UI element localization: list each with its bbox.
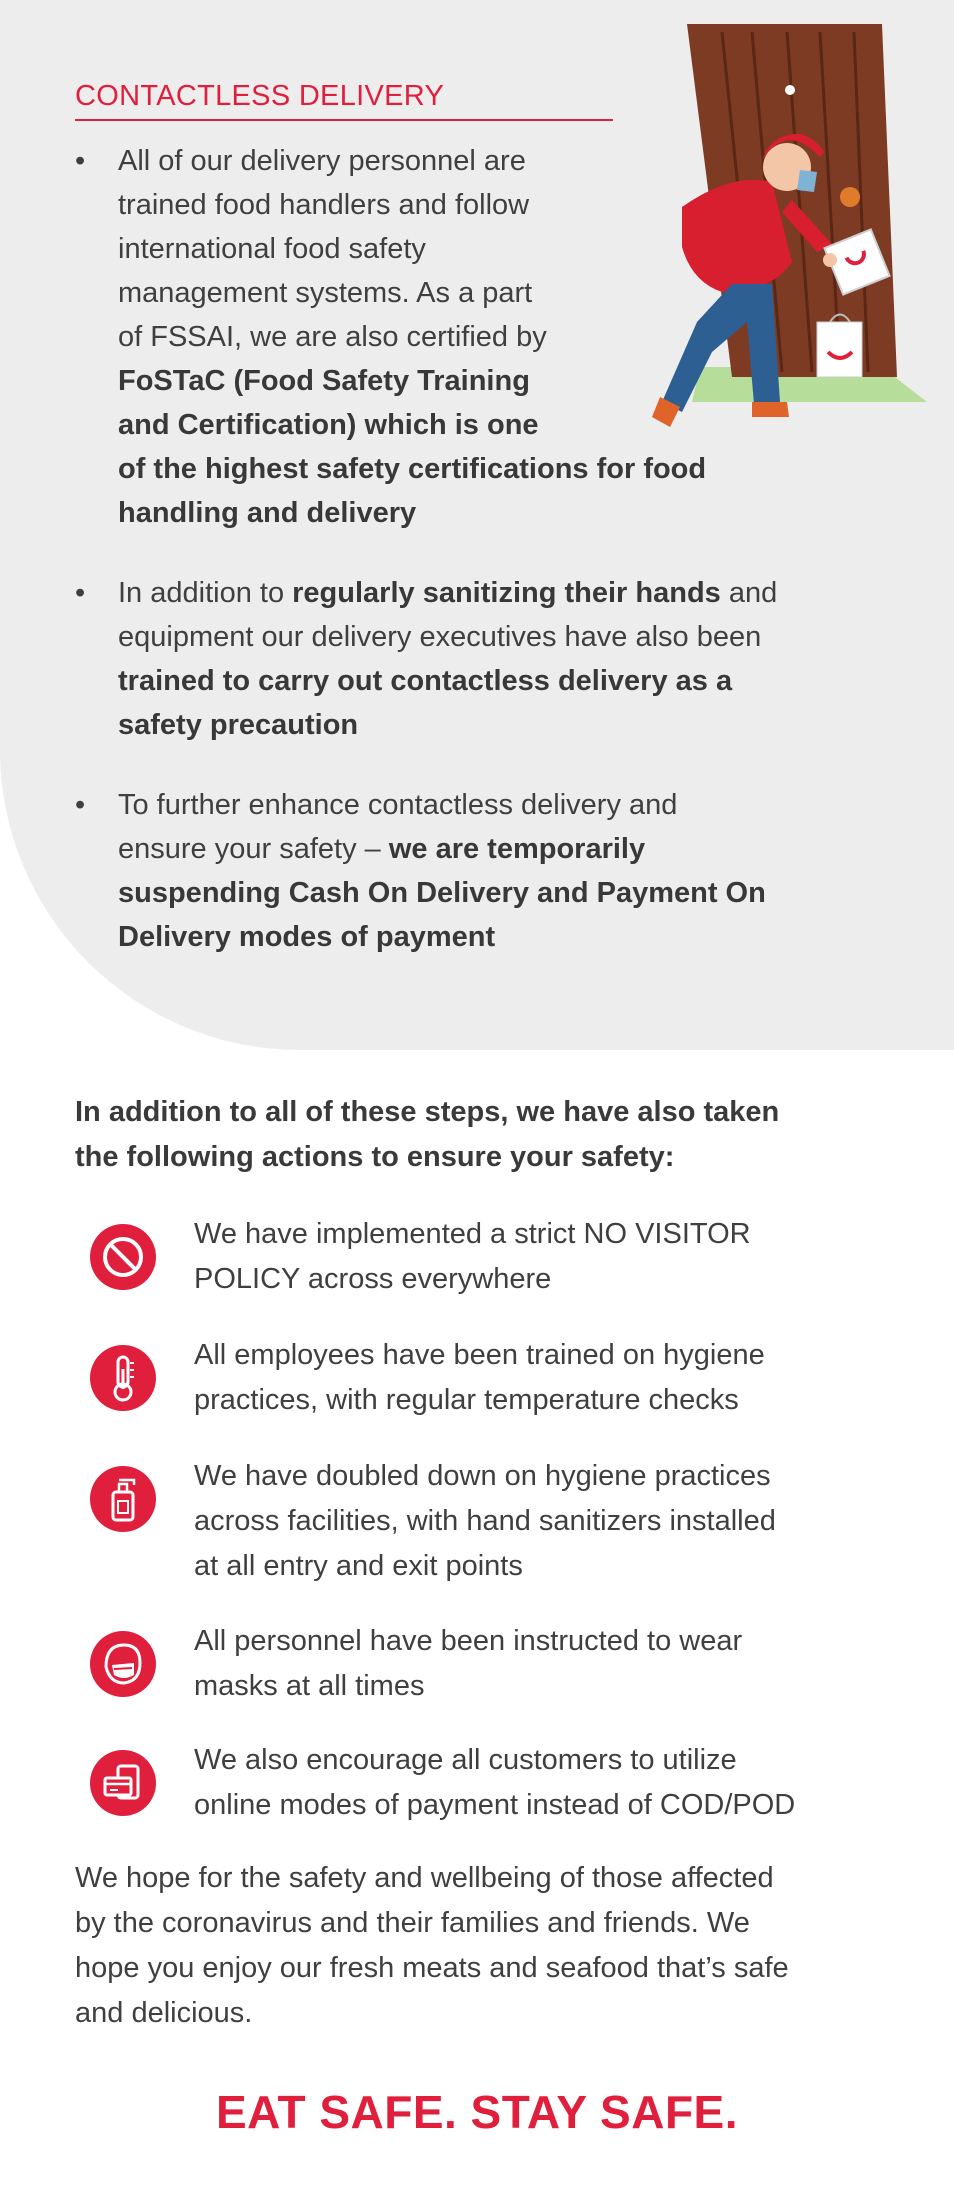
bullet-bold-line: trained to carry out contactless delivery as a <box>118 665 733 697</box>
bullet-bold-line: of the highest safety certifications for food <box>118 453 707 485</box>
intro-line: In addition to all of these steps, we have also taken <box>75 1096 780 1128</box>
closing-line: hope you enjoy our fresh meats and seafood that’s safe <box>75 1952 789 1984</box>
bullet-text-line: management systems. As a part <box>118 277 533 309</box>
section-title: CONTACTLESS DELIVERY <box>75 80 613 121</box>
bullet-dot: • <box>75 145 86 177</box>
bullet-dot: • <box>75 577 86 609</box>
action-text-line: We have implemented a strict NO VISITOR <box>194 1218 751 1250</box>
bullet-text-line: trained food handlers and follow <box>118 189 530 221</box>
closing-line: and delicious. <box>75 1997 253 2029</box>
bullet-bold-line: FoSTaC (Food Safety Training <box>118 365 530 397</box>
closing-line: We hope for the safety and wellbeing of those affected <box>75 1862 774 1894</box>
bullet-bold-line: safety precaution <box>118 709 359 741</box>
face-mask-icon <box>88 1629 158 1699</box>
tagline: EAT SAFE. STAY SAFE. <box>215 2086 739 2138</box>
bullet-bold-line: Delivery modes of payment <box>118 921 496 953</box>
action-text-line: All employees have been trained on hygiene <box>194 1339 765 1371</box>
action-text-line: across facilities, with hand sanitizers installed <box>194 1505 776 1537</box>
sanitizer-icon <box>88 1464 158 1534</box>
bullet-text: ensure your safety – <box>118 833 389 865</box>
bullet-bold: we are temporarily <box>388 833 646 865</box>
bullet-text: In addition to <box>118 577 293 609</box>
bullet-bold-line: and Certification) which is one <box>118 409 539 441</box>
intro-line: the following actions to ensure your safety: <box>75 1141 675 1173</box>
bullet-dot: • <box>75 789 86 821</box>
bullet-text-line: of FSSAI, we are also certified by <box>118 321 547 353</box>
bullet-bold-line: suspending Cash On Delivery and Payment On <box>118 877 766 909</box>
closing-paragraph <box>75 1856 895 2036</box>
bullet-bold-line: handling and delivery <box>118 497 417 529</box>
bullet-bold: regularly sanitizing their hands <box>292 577 721 609</box>
closing-line: by the coronavirus and their families and friends. We <box>75 1907 750 1939</box>
action-text-line: We also encourage all customers to utilize <box>194 1744 737 1776</box>
no-entry-icon <box>88 1222 158 1292</box>
action-text-line: All personnel have been instructed to wear <box>194 1625 743 1657</box>
bullet-text-line: All of our delivery personnel are <box>118 145 526 177</box>
bullet-text-line: To further enhance contactless delivery and <box>118 789 678 821</box>
action-text-line: We have doubled down on hygiene practices <box>194 1460 771 1492</box>
bullet-text: and <box>720 577 778 609</box>
bullet-text-line: equipment our delivery executives have also been <box>118 621 762 653</box>
bullet-text-line: international food safety <box>118 233 426 265</box>
action-text-line: POLICY across everywhere <box>194 1263 552 1295</box>
action-text-line: practices, with regular temperature checks <box>194 1384 739 1416</box>
action-text-line: at all entry and exit points <box>194 1550 523 1582</box>
actions-intro <box>75 1090 895 1180</box>
thermometer-icon <box>88 1343 158 1413</box>
action-text-line: online modes of payment instead of COD/POD <box>194 1789 796 1821</box>
card-payment-icon <box>88 1748 158 1818</box>
action-text-line: masks at all times <box>194 1670 425 1702</box>
